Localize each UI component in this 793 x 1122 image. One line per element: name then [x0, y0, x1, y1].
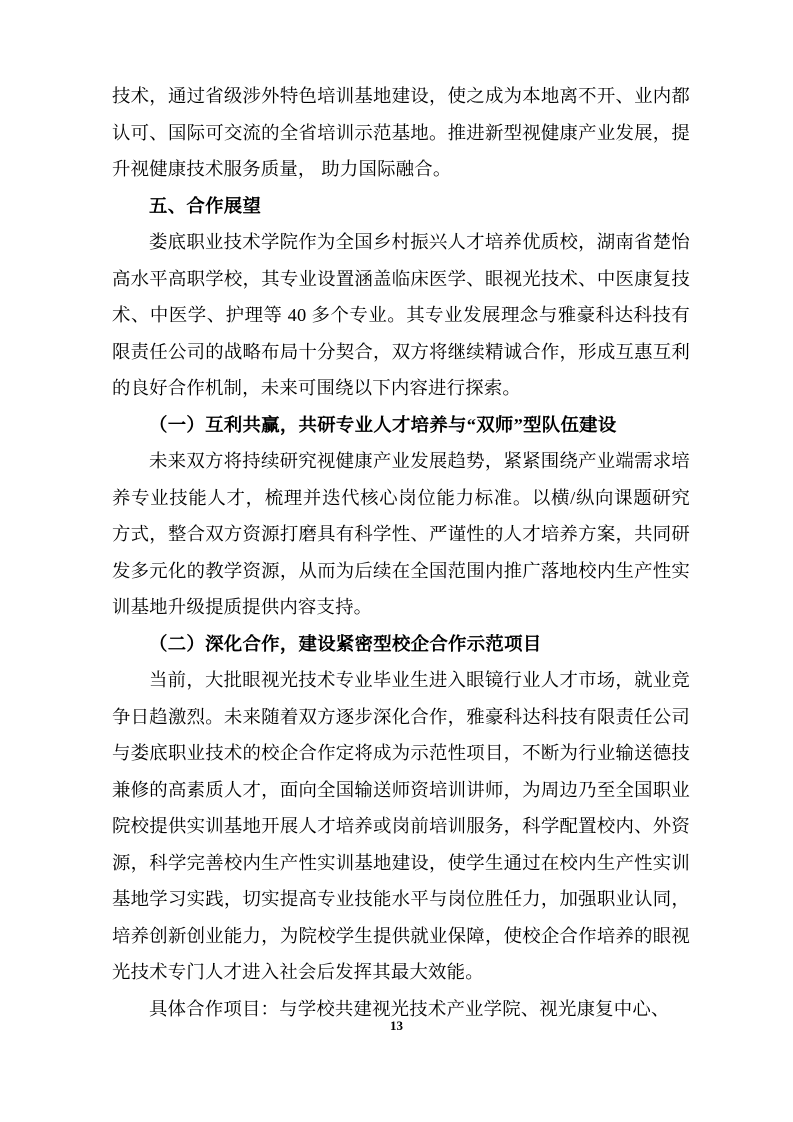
- page-number: 13: [390, 1018, 403, 1033]
- paragraph-specific-projects: 具体合作项目：与学校共建视光技术产业学院、视光康复中心、: [149, 998, 670, 1019]
- section-heading-cooperation-outlook: 五、合作展望: [149, 195, 262, 216]
- subsection-heading-one: （一）互利共赢，共研专业人才培养与“双师”型队伍建设: [149, 414, 617, 435]
- page-content: [112, 78, 690, 1027]
- paragraph-continuation: 技术，通过省级涉外特色培训基地建设，使之成为本地离不开、业内都认可、国际可交流的全省培训示范基地。推进新型视健康产业发展，提升视健康技术服务质量， 助力国际融合。: [112, 86, 690, 179]
- paragraph-school-enterprise-cooperation: 当前，大批眼视光技术专业毕业生进入眼镜行业人才市场，就业竞争日趋激烈。未来随着双方逐步深化合作，雅豪科达科技有限责任公司与娄底职业技术的校企合作定将成为示范性项目，不断为行业输送德技兼修的高素质人才，面向全国输送师资培训讲师，为周边乃至全国职业院校提供实训基地开展人才培养或岗前培训服务，科学配置校内、外资源，科学完善校内生产性实训基地建设，使学生通过在校内生产性实训基地学习实践，切实提高专业技能水平与岗位胜任力，加强职业认同，培养创新创业能力，为院校学生提供就业保障，使校企合作培养的眼视光技术专门人才进入社会后发挥其最大效能。: [112, 670, 690, 982]
- subsection-heading-two: （二）深化合作，建设紧密型校企合作示范项目: [149, 633, 542, 654]
- paragraph-institution-overview: 娄底职业技术学院作为全国乡村振兴人才培养优质校，湖南省楚怡高水平高职学校，其专业设置涵盖临床医学、眼视光技术、中医康复技术、中医学、护理等 40 多个专业。其专业发展理念与雅豪科达科技有限责任公司的战略布局十分契合，双方将继续精诚合作，形成互惠互利的良好合作机制，未来可围绕以下内容进行探索。: [112, 232, 690, 398]
- paragraph-talent-training: 未来双方将持续研究视健康产业发展趋势，紧紧围绕产业端需求培养专业技能人才，梳理并迭代核心岗位能力标准。以横/纵向课题研究方式，整合双方资源打磨具有科学性、严谨性的人才培养方案，共同研发多元化的教学资源，从而为后续在全国范围内推广落地校内生产性实训基地升级提质提供内容支持。: [112, 451, 690, 617]
